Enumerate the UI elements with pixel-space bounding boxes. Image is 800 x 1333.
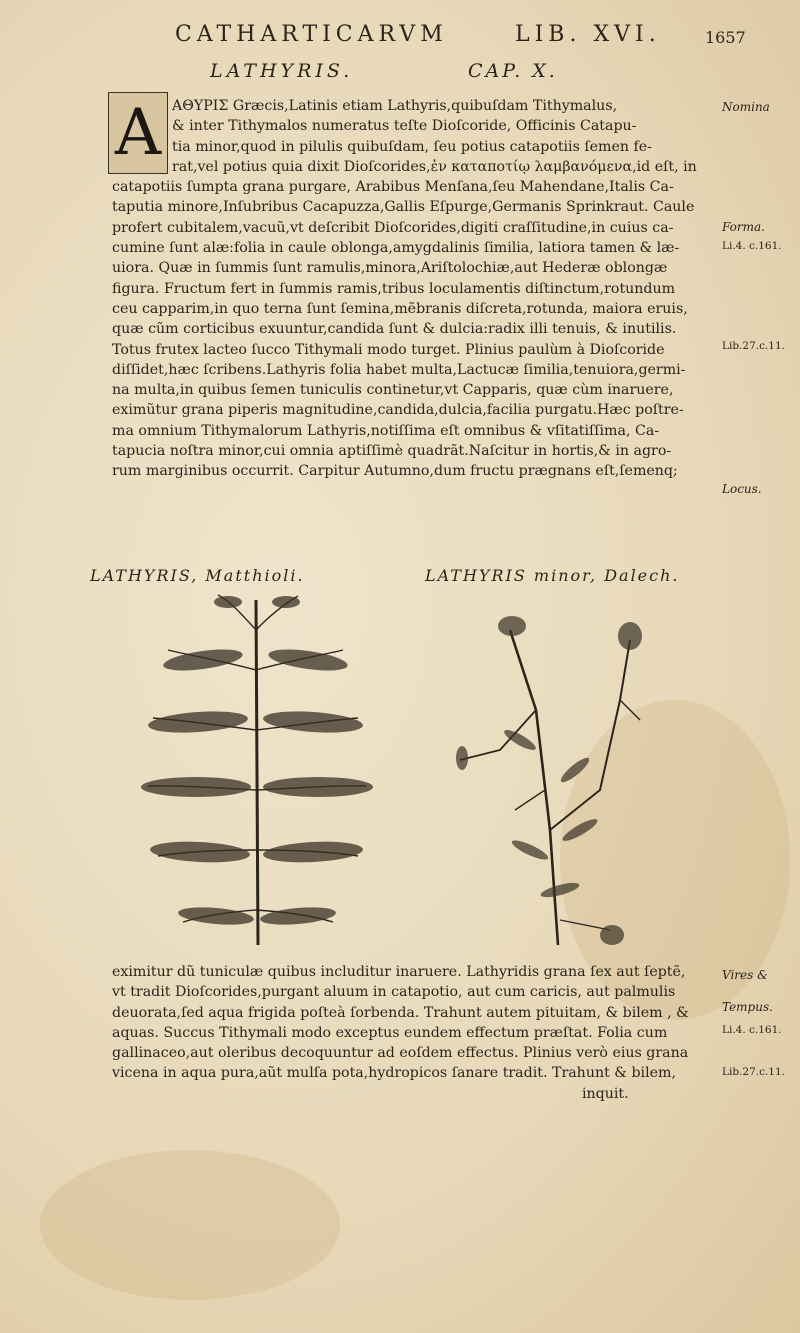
woodcut-lathyris-minor-dalech	[440, 590, 680, 950]
text-line: rum marginibus occurrit. Carpitur Autumno,dum fructu prægnans eſt,ſemenq;	[112, 463, 678, 480]
text-line: catapotiis ſumpta grana purgare, Arabibus Menſana,ſeu Mahendane,Italis Ca-	[112, 179, 674, 196]
margin-note-reference: Li.4. c.161.	[722, 1024, 782, 1036]
text-line: ΑΘΥΡΙΣ Græcis,Latinis etiam Lathyris,quibuſdam Tithymalus,	[172, 98, 618, 114]
chapter-number: CAP. X.	[468, 60, 558, 82]
chapter-title: LATHYRIS.	[210, 60, 354, 82]
woodcut-lathyris-matthioli	[108, 590, 398, 950]
text-line: & inter Tithymalos numeratus teſte Dioſcoride, Officinis Catapu-	[172, 118, 637, 135]
text-line: eximitur dũ tuniculæ quibus includitur inaruere. Lathyridis grana ſex aut ſeptẽ,	[112, 964, 686, 980]
text-line: vicena in aqua pura,aũt mulſa pota,hydropicos ſanare tradit. Trahunt & bilem,	[112, 1065, 676, 1082]
text-line: eximũtur grana piperis magnitudine,candida,dulcia,facilia purgatu.Hæc poſtre-	[112, 402, 684, 419]
running-title: CATHARTICARVM	[175, 22, 448, 47]
text-line: tapucia noſtra minor,cui omnia aptiſſimè quadrãt.Naſcitur in hortis,& in agro-	[112, 443, 672, 460]
figure-caption-right: LATHYRIS minor, Dalech.	[425, 566, 680, 585]
folio-number: 1657	[705, 28, 746, 47]
plant-illustration	[108, 590, 398, 950]
margin-note-tempus: Tempus.	[722, 1000, 773, 1014]
text-line: uiora. Quæ in ſummis ſunt ramulis,minora,Ariſtolochiæ,aut Hederæ oblongæ	[112, 260, 668, 277]
margin-note-vires: Vires &	[722, 968, 768, 982]
figure-caption-left: LATHYRIS, Matthioli.	[90, 566, 305, 585]
main-paragraph	[112, 96, 712, 482]
margin-note-forma: Forma.	[722, 220, 765, 234]
water-stain	[40, 1150, 340, 1300]
text-line: figura. Fructum fert in ſummis ramis,tribus loculamentis diſtinctum,rotundum	[112, 280, 676, 297]
text-line: deuorata,ſed aqua frigida poſteà ſorbenda. Trahunt autem pituitam, & bilem , &	[112, 1004, 689, 1021]
margin-note-reference: Lib.27.c.11.	[722, 1066, 786, 1078]
margin-note-locus: Locus.	[722, 482, 762, 496]
text-line: inquit.	[582, 1085, 629, 1102]
text-line: taputia minore,Inſubribus Cacapuzza,Gallis Eſpurge,Germanis Sprinkraut. Caule	[112, 199, 695, 216]
margin-note-reference: Li.4. c.161.	[722, 240, 782, 252]
text-line: gallinaceo,aut oleribus decoquuntur ad eoſdem effectus. Plinius verò eius grana	[112, 1045, 689, 1062]
text-line: profert cubitalem,vacuũ,vt deſcribit Dioſcorides,digiti craſſitudine,in cuius ca-	[112, 219, 674, 236]
text-line: cumine ſunt alæ:folia in caule oblonga,amygdalinis ſimilia, latiora tamen & læ-	[112, 240, 680, 257]
text-line: aquas. Succus Tithymali modo exceptus eundem effectum præſtat. Folia cum	[112, 1024, 668, 1041]
margin-note-nomina: Nomina	[722, 100, 770, 114]
book-number: LIB. XVI.	[515, 22, 661, 47]
text-line: Totus frutex lacteo ſucco Tithymali modo turget. Plinius paulùm à Dioſcoride	[112, 341, 665, 358]
continuation-paragraph	[112, 962, 712, 1104]
margin-note-reference: Lib.27.c.11.	[722, 340, 786, 352]
text-line: ceu capparim,in quo terna ſunt ſemina,mẽbranis diſcreta,rotunda, maiora eruis,	[112, 300, 688, 317]
plant-illustration	[440, 590, 680, 950]
text-line: tia minor,quod in pilulis quibuſdam, ſeu potius catapotiis ſemen fe-	[172, 138, 652, 155]
initial-letter: A	[114, 96, 162, 170]
text-line: quæ cũm corticibus exuuntur,candida ſunt & dulcia:radix illi tenuis, & inutilis.	[112, 321, 677, 338]
text-line: vt tradit Dioſcorides,purgant aluum in catapotio, aut cum caricis, aut palmulis	[112, 984, 676, 1001]
text-line: rat,vel potius quia dixit Dioſcorides,ἐν καταποτίῳ λαμβανόμενα,id eſt, in	[172, 158, 697, 175]
text-line: ma omnium Tithymalorum Lathyris,notiſſima eſt omnibus & vſitatiſſima, Ca-	[112, 422, 660, 439]
text-line: na multa,in quibus ſemen tuniculis continetur,vt Capparis, quæ cùm inaruere,	[112, 382, 674, 399]
text-line: diſſidet,hæc ſcribens.Lathyris folia habet multa,Lactucæ ſimilia,tenuiora,germi-	[112, 361, 686, 378]
